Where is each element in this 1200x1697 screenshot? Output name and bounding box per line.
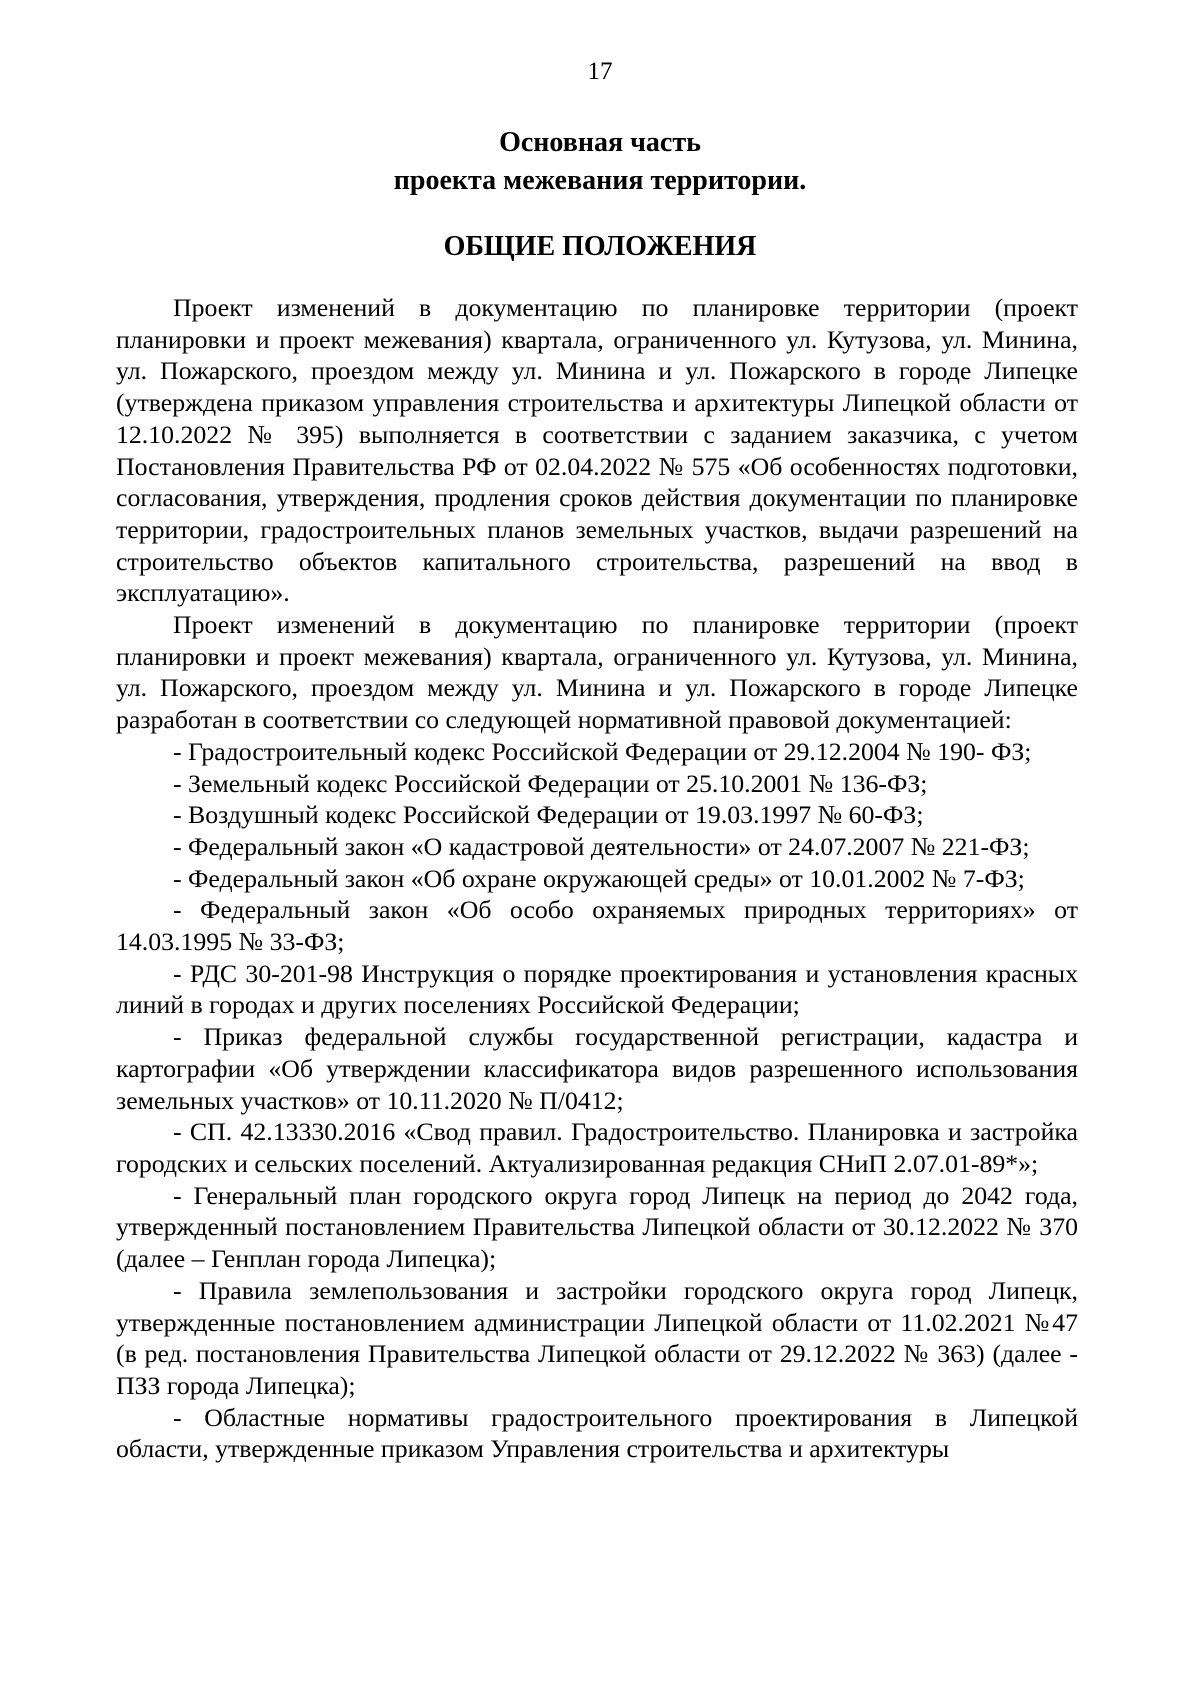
paragraph-regulations-intro: Проект изменений в документацию по планировке территории (проект планировки и проект межевания) квартала, ограниченного ул. Кутузова, ул. Минина, ул. Пожарского, проездом между ул. Минина и ул. Пожарского в городе Липецке разработан в соответствии со следующей нормативной правовой документацией: <box>116 610 1078 735</box>
list-item-regulation: - Градостроительный кодекс Российской Федерации от 29.12.2004 № 190- ФЗ; <box>173 736 1032 766</box>
page-number: 17 <box>587 58 613 85</box>
list-item-regulation: - РДС 30-201-98 Инструкция о порядке проектирования и установления красных линий в городах и других поселениях Российской Федерации; <box>116 958 1078 1020</box>
paragraph-intro: Проект изменений в документацию по планировке территории (проект планировки и проект межевания) квартала, ограниченного ул. Кутузова, ул. Минина, ул. Пожарского, проездом между ул. Минина и ул. Пожарского в городе Липецке (утверждена приказом управления строительства и архитектуры Липецкой области от 12.10.2022 № 395) выполняется в соответствии с заданием заказчика, с учетом Постановления Правительства РФ от 02.04.2022 № 575 «Об особенностях подготовки, согласования, утверждения, продления сроков действия документации по планировке территории, градостроительных планов земельных участков, выдачи разрешений на строительство объектов капитального строительства, разрешений на ввод в эксплуатацию». <box>116 293 1078 608</box>
list-item-regulation: - Областные нормативы градостроительного проектирования в Липецкой области, утвержденные приказом Управления строительства и архитектуры <box>116 1402 1078 1464</box>
list-item-regulation: - Земельный кодекс Российской Федерации от 25.10.2001 № 136-ФЗ; <box>173 768 928 798</box>
list-item-regulation: - Правила землепользования и застройки городского округа город Липецк, утвержденные постановлением администрации Липецкой области от 11.02.2021 №47 (в ред. постановления Правительства Липецкой области от 29.12.2022 № 363) (далее - ПЗЗ города Липецка); <box>116 1275 1078 1400</box>
list-item-regulation: - Генеральный план городского округа город Липецк на период до 2042 года, утвержденный постановлением Правительства Липецкой области от 30.12.2022 № 370 (далее – Генплан города Липецка); <box>116 1180 1078 1274</box>
document-title-line-1: Основная часть <box>499 127 701 158</box>
list-item-regulation: - СП. 42.13330.2016 «Свод правил. Градостроительство. Планировка и застройка городских и сельских поселений. Актуализированная редакция СНиП 2.07.01-89*»; <box>116 1117 1078 1178</box>
list-item-regulation: - Федеральный закон «Об охране окружающей среды» от 10.01.2002 № 7-ФЗ; <box>173 863 1025 893</box>
list-item-regulation: - Федеральный закон «О кадастровой деятельности» от 24.07.2007 № 221-ФЗ; <box>173 831 1030 861</box>
list-item-regulation: - Воздушный кодекс Российской Федерации от 19.03.1997 № 60-ФЗ; <box>173 800 924 830</box>
section-title: ОБЩИЕ ПОЛОЖЕНИЯ <box>443 231 757 262</box>
list-item-regulation: - Приказ федеральной службы государственной регистрации, кадастра и картографии «Об утверждении классификатора видов разрешенного использования земельных участков» от 10.11.2020 № П/0412; <box>116 1022 1078 1115</box>
document-title-line-2: проекта межевания территории. <box>393 165 807 196</box>
document-body <box>116 292 1078 1465</box>
list-item-regulation: - Федеральный закон «Об особо охраняемых природных территориях» от 14.03.1995 № 33-ФЗ; <box>116 895 1078 957</box>
